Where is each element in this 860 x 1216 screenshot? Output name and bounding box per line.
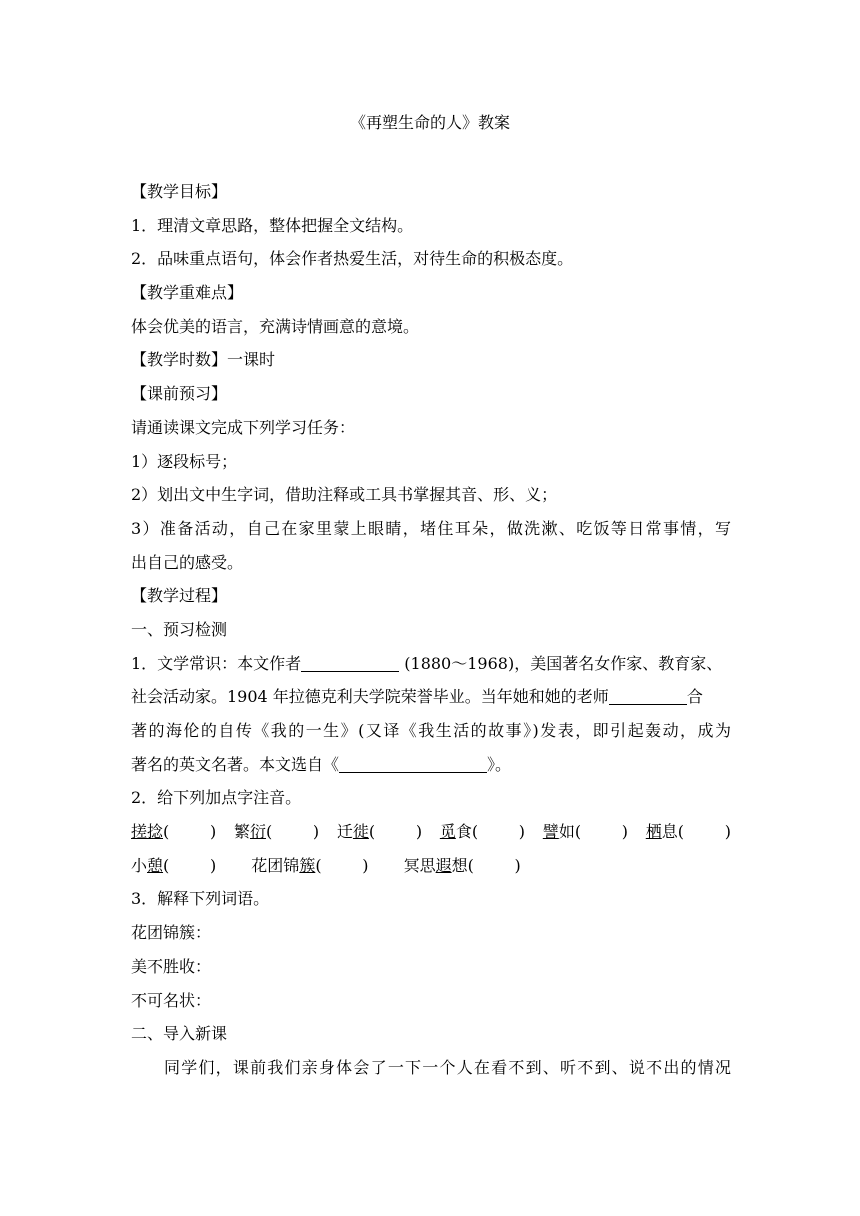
source-blank[interactable] [339,754,487,773]
term-2: 美不胜收： [131,956,212,976]
hours-line [131,343,731,377]
intro-paragraph: 同学们，课前我们亲身体会了一下一个人在看不到、听不到、说不出的情况 [164,1057,731,1077]
q1-a-suffix: (1880～1968)，美国著名女作家、教育家、 [399,653,723,673]
q1-b-prefix: 社会活动家。1904 年拉德克利夫学院荣誉毕业。当年她和她的老师 [131,687,609,707]
teacher-blank[interactable] [609,686,687,705]
section-two-heading: 二、导入新课 [131,1024,228,1044]
pinyin-item[interactable]: 譬如( ) [542,822,628,842]
pinyin-item[interactable]: 花团锦簇( ) [251,855,369,875]
term-1: 花团锦簇： [131,923,212,943]
question-1-line-a [131,647,731,681]
hours-heading: 【教学时数】 [131,350,228,370]
pinyin-item[interactable]: 冥思遐想( ) [403,855,521,875]
pinyin-item[interactable]: 觅食( ) [439,822,526,842]
term-3: 不可名状： [131,990,212,1010]
q1-a-prefix: 1．文学常识：本文作者 [131,653,302,673]
question-1-line-b [131,680,731,714]
document-body [131,175,731,1085]
pinyin-item[interactable]: 小憩( ) [131,855,217,875]
q1-d-prefix: 著名的英文名著。本文选自《 [131,754,340,774]
q1-b-suffix: 合 [686,687,703,707]
pinyin-item[interactable]: 搓捻( ) [131,822,217,842]
pinyin-item[interactable]: 迁徙( ) [336,822,423,842]
objective-2: 2．品味重点语句，体会作者热爱生活，对待生命的积极态度。 [131,249,574,269]
question-3: 3．解释下列词语。 [131,889,270,909]
page-title: 《再塑生命的人》教案 [349,113,510,132]
preview-item-2: 2）划出文中生字词，借助注释或工具书掌握其音、形、义； [131,485,558,505]
objectives-heading: 【教学目标】 [131,182,228,201]
pinyin-item[interactable]: 栖息( ) [645,822,731,842]
hours-value: 一课时 [227,350,276,370]
preview-item-1: 1）逐段标号； [131,451,238,471]
process-heading: 【教学过程】 [131,586,228,606]
preview-intro: 请通读课文完成下列学习任务： [131,417,356,437]
key-difficult-text: 体会优美的语言，充满诗情画意的意境。 [131,316,420,336]
key-difficult-heading: 【教学重难点】 [131,283,244,303]
pinyin-row-1 [131,815,731,849]
question-1-line-d [131,748,731,782]
section-one-heading: 一、预习检测 [131,619,228,639]
question-2: 2．给下列加点字注音。 [131,788,302,808]
pinyin-row-2 [131,849,731,883]
question-1-line-c: 著的海伦的自传《我的一生》(又译《我生活的故事》)发表，即引起轰动，成为 [131,721,731,740]
pinyin-item[interactable]: 繁衍( ) [233,822,320,842]
preview-item-3b: 出自己的感受。 [131,552,244,572]
preview-item-3a: 3）准备活动，自己在家里蒙上眼睛，堵住耳朵，做洗漱、吃饭等日常事情，写 [131,518,731,538]
objective-1: 1．理清文章思路，整体把握全文结构。 [131,215,414,235]
q1-d-suffix: 》。 [487,754,512,774]
author-blank[interactable] [301,653,399,672]
preview-heading: 【课前预习】 [131,384,228,404]
